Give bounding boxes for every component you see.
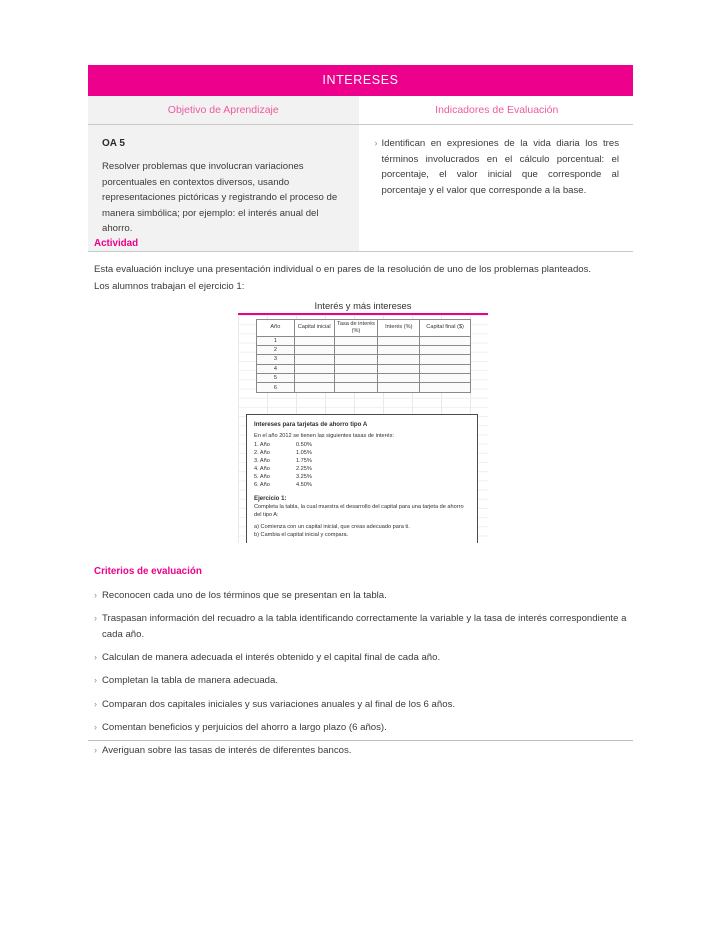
activity-line-2: Los alumnos trabajan el ejercicio 1:	[94, 281, 245, 293]
oa-table-body-row	[88, 125, 633, 252]
cell-capital-final[interactable]	[420, 364, 471, 373]
cell-capital-final[interactable]	[420, 374, 471, 383]
table-row	[257, 336, 471, 345]
cell-year: 2	[257, 345, 295, 354]
indicators-cell	[361, 125, 634, 251]
rate-value: 4.50%	[296, 481, 312, 488]
info-box-intro: En el año 2012 se tienen las siguientes tasas de interés:	[254, 433, 394, 440]
rate-value: 2.25%	[296, 465, 312, 472]
cell-capital-final[interactable]	[420, 345, 471, 354]
criteria-text: Reconocen cada uno de los términos que se presentan en la tabla.	[102, 590, 387, 601]
exercise-option-b: b) Cambia el capital inicial y compara.	[254, 532, 349, 539]
cell-capital-final[interactable]	[420, 383, 471, 392]
th-capital-final: Capital final ($)	[420, 319, 471, 336]
list-item	[94, 743, 634, 758]
criteria-text: Comparan dos capitales iniciales y sus variaciones anuales y al final de los 6 años.	[102, 698, 456, 710]
rate-label: 6. Año	[254, 481, 270, 488]
cell-capital-inicial[interactable]	[294, 336, 334, 345]
criteria-text: Calculan de manera adecuada el interés obtenido y el capital final de cada año.	[102, 652, 441, 664]
exercise-option-a: a) Comienza con un capital inicial, que creas adecuado para ti.	[254, 524, 410, 531]
activity-line-1: Esta evaluación incluye una presentación individual o en pares de la resolución de uno de los problemas planteados.	[94, 264, 592, 275]
cell-interes[interactable]	[378, 374, 420, 383]
cell-interes[interactable]	[378, 383, 420, 392]
cell-tasa[interactable]	[334, 336, 378, 345]
rate-item	[254, 442, 470, 450]
list-item	[94, 611, 634, 642]
indicator-text: Identifican en expresiones de la vida diaria los tres términos involucrados en el cálculo porcentual: el porcentaje, el valor inicial que corresponde al porcentaje y el valor que corresponde a la base.	[381, 138, 619, 196]
rate-label: 5. Año	[254, 473, 270, 480]
rate-value: 0.50%	[296, 442, 312, 449]
th-capital-inicial: Capital inicial	[294, 319, 334, 336]
column-header-objetivo: Objetivo de Aprendizaje	[88, 96, 361, 124]
activity-heading: Actividad	[94, 238, 139, 249]
criteria-heading: Criterios de evaluación	[94, 566, 202, 577]
rate-item	[254, 450, 470, 458]
chevron-bullet-icon: ›	[94, 590, 97, 600]
list-item	[94, 673, 634, 688]
chevron-bullet-icon: ›	[94, 652, 97, 663]
rate-item	[254, 474, 470, 482]
cell-tasa[interactable]	[334, 383, 378, 392]
cell-interes[interactable]	[378, 364, 420, 373]
table-row	[257, 364, 471, 373]
objective-cell	[88, 125, 361, 251]
list-item	[94, 697, 634, 712]
table-row	[257, 383, 471, 392]
table-row	[257, 345, 471, 354]
worksheet-figure	[238, 300, 488, 545]
cell-year: 4	[257, 364, 295, 373]
chevron-bullet-icon: ›	[94, 745, 97, 756]
interest-table	[256, 319, 471, 393]
info-box	[246, 414, 478, 543]
cell-year: 6	[257, 383, 295, 392]
exercise-heading: Ejercicio 1:	[254, 494, 287, 502]
cell-capital-final[interactable]	[420, 355, 471, 364]
chevron-bullet-icon: ›	[94, 675, 97, 686]
chevron-bullet-icon: ›	[94, 722, 97, 733]
cell-year: 5	[257, 374, 295, 383]
table-row	[257, 355, 471, 364]
chevron-bullet-icon: ›	[94, 613, 97, 624]
figure-title: Interés y más intereses	[314, 300, 412, 311]
cell-interes[interactable]	[378, 345, 420, 354]
chevron-bullet-icon: ›	[374, 138, 378, 148]
objective-text: Resolver problemas que involucran variaciones porcentuales en contextos diversos, usando representaciones pictóricas y registrando el proceso de manera simbólica; por ejemplo: el interés anual del ahorro.	[102, 161, 338, 235]
criteria-text: Traspasan información del recuadro a la tabla identificando correctamente la variable y la tasa de interés correspondiente a cada año.	[102, 613, 627, 640]
rate-value: 1.05%	[296, 450, 312, 457]
oa-table-header-row	[88, 96, 633, 125]
bottom-divider	[88, 740, 633, 741]
spreadsheet-canvas	[238, 315, 488, 543]
rate-label: 2. Año	[254, 450, 270, 457]
column-header-indicadores: Indicadores de Evaluación	[361, 96, 634, 124]
list-item	[94, 588, 634, 603]
cell-tasa[interactable]	[334, 374, 378, 383]
cell-tasa[interactable]	[334, 355, 378, 364]
info-box-heading: Intereses para tarjetas de ahorro tipo A	[254, 420, 368, 428]
rate-label: 3. Año	[254, 457, 270, 464]
rate-label: 4. Año	[254, 465, 270, 472]
th-interes: Interés (%)	[378, 319, 420, 336]
criteria-text: Averiguan sobre las tasas de interés de diferentes bancos.	[102, 745, 352, 757]
cell-tasa[interactable]	[334, 364, 378, 373]
table-row	[257, 374, 471, 383]
page-title: INTERESES	[88, 65, 633, 96]
list-item	[94, 720, 634, 735]
cell-interes[interactable]	[378, 336, 420, 345]
chevron-bullet-icon: ›	[94, 698, 97, 709]
list-item	[94, 650, 634, 665]
learning-objective-table	[88, 65, 633, 252]
criteria-text: Comentan beneficios y perjuicios del ahorro a largo plazo (6 años).	[102, 722, 387, 734]
cell-capital-final[interactable]	[420, 336, 471, 345]
rate-item	[254, 482, 470, 490]
rate-label: 1. Año	[254, 442, 270, 449]
criteria-text: Completan la tabla de manera adecuada.	[102, 675, 279, 687]
th-ano: Año	[257, 319, 295, 336]
interest-table-header-row	[257, 319, 471, 336]
cell-capital-inicial[interactable]	[294, 345, 334, 354]
activity-description	[94, 261, 634, 295]
objective-code: OA 5	[102, 138, 125, 149]
cell-capital-inicial[interactable]	[294, 364, 334, 373]
cell-capital-inicial[interactable]	[294, 383, 334, 392]
cell-interes[interactable]	[378, 355, 420, 364]
cell-capital-inicial[interactable]	[294, 374, 334, 383]
cell-tasa[interactable]	[334, 345, 378, 354]
cell-year: 1	[257, 336, 295, 345]
rate-value: 1.75%	[296, 457, 312, 464]
cell-year: 3	[257, 355, 295, 364]
rate-value: 3.25%	[296, 473, 312, 480]
cell-capital-inicial[interactable]	[294, 355, 334, 364]
th-tasa: Tasa de interés (%)	[334, 319, 378, 336]
exercise-text: Completa la tabla, la cual muestra el desarrollo del capital para una tarjeta de ahorro del tipo A:	[254, 504, 464, 519]
rate-item	[254, 458, 470, 466]
rate-item	[254, 466, 470, 474]
